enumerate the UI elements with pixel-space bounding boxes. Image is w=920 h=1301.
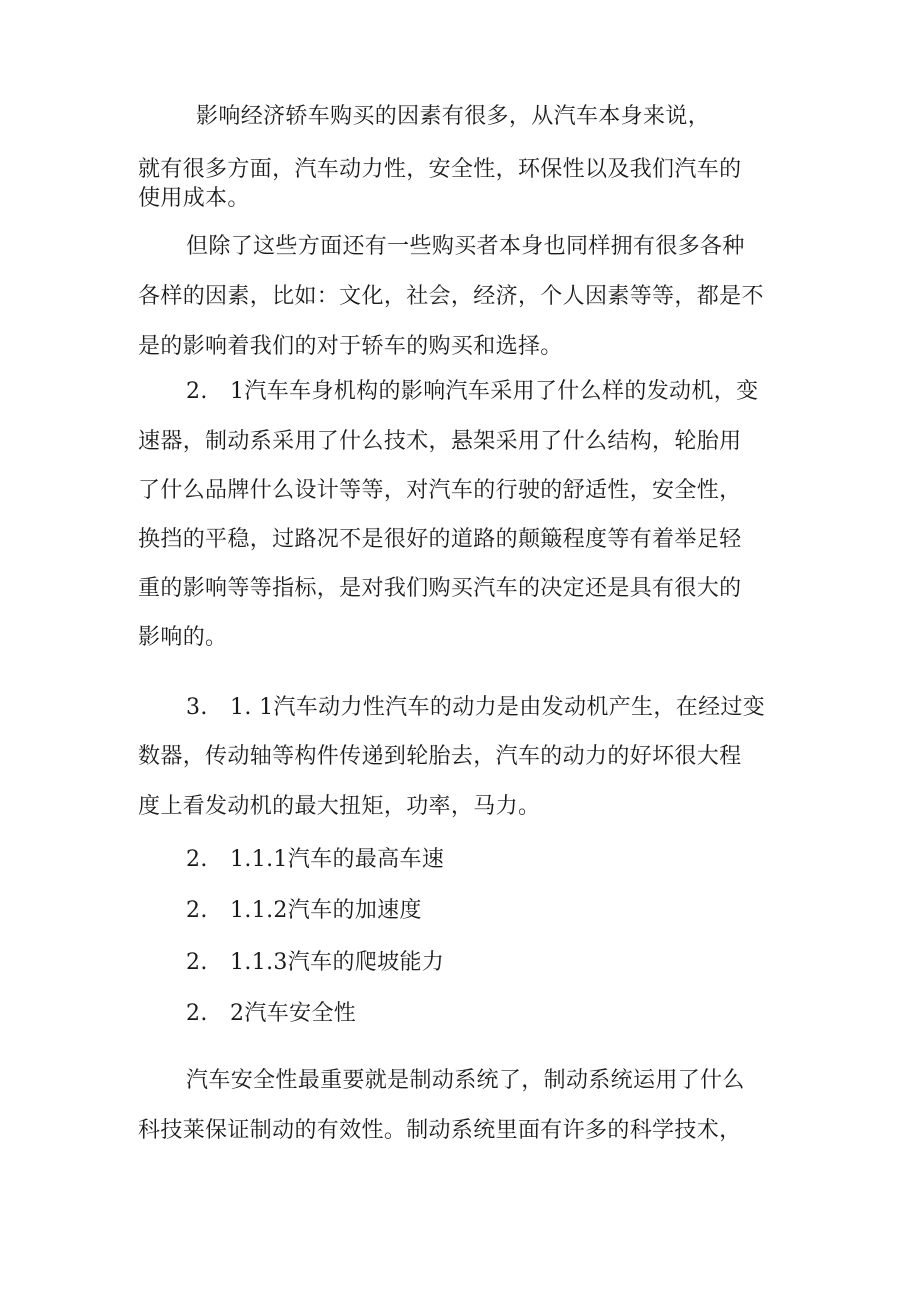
paragraph-2-line-3: 是的影响着我们的对于轿车的购买和选择。	[138, 334, 563, 359]
section-3-1-1-line-2: 数器，传动轴等构件传递到轮胎去，汽车的动力的好坏很大程	[138, 744, 742, 769]
paragraph-1-line-1: 影响经济轿车购买的因素有很多，从汽车本身来说，	[196, 104, 711, 129]
section-2-1-line-4: 换挡的平稳，过路况不是很好的道路的颠簸程度等有着举足轻	[138, 527, 742, 552]
subsection-1-1-1-heading: 2. 1.1.1汽车的最高车速	[186, 847, 445, 872]
paragraph-2-line-1: 但除了这些方面还有一些购买者本身也同样拥有很多各种	[186, 234, 745, 259]
section-3-1-1-heading-line: 3. 1. 1汽车动力性汽车的动力是由发动机产生，在经过变	[186, 695, 766, 720]
section-2-1-line-2: 速器，制动系采用了什么技术，悬架采用了什么结构，轮胎用	[138, 429, 742, 454]
paragraph-1-line-3: 使用成本。	[138, 186, 250, 211]
paragraph-safety-line-2: 科技莱保证制动的有效性。制动系统里面有许多的科学技术，	[138, 1118, 742, 1143]
subsection-1-1-2-heading: 2. 1.1.2汽车的加速度	[186, 898, 422, 923]
section-3-1-1-line-3: 度上看发动机的最大扭矩，功率，马力。	[138, 794, 541, 819]
section-2-1-heading-line: 2. 1汽车车身机构的影响汽车采用了什么样的发动机，变	[186, 379, 759, 404]
paragraph-2-line-2: 各样的因素，比如：文化，社会，经济，个人因素等等，都是不	[138, 284, 764, 309]
section-2-1-line-3: 了什么品牌什么设计等等，对汽车的行驶的舒适性，安全性，	[138, 478, 742, 503]
section-2-1-line-6: 影响的。	[138, 625, 228, 650]
section-2-2-heading: 2. 2汽车安全性	[186, 1001, 357, 1026]
paragraph-safety-line-1: 汽车安全性最重要就是制动系统了，制动系统运用了什么	[186, 1068, 745, 1093]
paragraph-1-line-2: 就有很多方面，汽车动力性，安全性，环保性以及我们汽车的	[138, 157, 742, 182]
subsection-1-1-3-heading: 2. 1.1.3汽车的爬坡能力	[186, 950, 445, 975]
section-2-1-line-5: 重的影响等等指标，是对我们购买汽车的决定还是具有很大的	[138, 576, 742, 601]
